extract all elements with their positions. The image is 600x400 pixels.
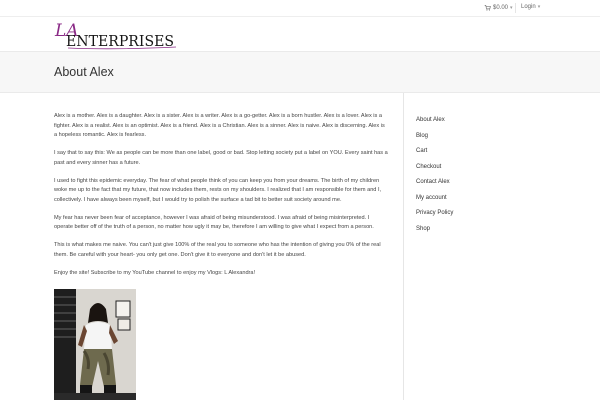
sidebar-item-shop[interactable]: Shop xyxy=(416,225,431,232)
sidebar-item-my-account[interactable]: My account xyxy=(416,194,447,201)
sidebar-item-contact-alex[interactable]: Contact Alex xyxy=(416,179,450,185)
divider xyxy=(515,3,516,13)
site-logo[interactable] xyxy=(54,19,179,51)
login-label: Login xyxy=(521,4,536,10)
sidebar-item-cart[interactable]: Cart xyxy=(416,148,428,154)
paragraph: My fear has never been fear of acceptance, however I was afraid of being misunderstood. I was afraid of being misinterpreted. I operate better off of the truth of a person, no matter how ugly it may be, therefore I am willing to give what I expect from a person. xyxy=(54,214,374,230)
photo-image xyxy=(54,289,136,400)
site-header xyxy=(0,17,600,51)
cart-total: $0.00 xyxy=(493,4,509,11)
chevron-down-icon: ▾ xyxy=(537,4,541,10)
page-title: About Alex xyxy=(54,65,114,79)
sidebar-item-about-alex[interactable]: About Alex xyxy=(416,117,445,123)
logo-initials: LA xyxy=(55,21,79,41)
sidebar-nav xyxy=(416,116,453,240)
sidebar-divider xyxy=(403,93,404,400)
sidebar-item-checkout[interactable]: Checkout xyxy=(416,163,442,170)
main-content xyxy=(54,112,388,287)
sidebar-item-privacy-policy[interactable]: Privacy Policy xyxy=(416,210,454,216)
login-link[interactable] xyxy=(521,4,540,10)
chevron-down-icon: ▾ xyxy=(510,4,513,11)
sidebar-item-blog[interactable]: Blog xyxy=(416,132,429,139)
paragraph: I say that to say this: We as people can be more than one label, good or bad. Stop letting society put a label on YOU. Every saint has a past and every sinner has a future. xyxy=(54,150,388,166)
profile-photo xyxy=(54,289,136,400)
page-title-bar xyxy=(0,51,600,93)
top-bar xyxy=(0,0,600,17)
logo-wordmark: ENTERPRISES xyxy=(66,34,174,50)
paragraph: Enjoy the site! Subscribe to my YouTube channel to enjoy my Vlogs: L Alexandra! xyxy=(54,269,256,276)
cart-icon xyxy=(484,4,491,11)
cart-link[interactable] xyxy=(484,4,513,11)
logo-graphic xyxy=(54,19,179,51)
paragraph: I used to fight this epidemic everyday. The fear of what people think of you can keep you from your dreams. The birth of my children woke me up to the fact that my future, that now includes them, rests on my shoulders. I realized that I am responsible for them and I, collectively. I have always been myself, but I would try to polish the surface a tad bit to better suit society around me. xyxy=(54,177,382,203)
paragraph: Alex is a mother. Alex is a daughter. Alex is a sister. Alex is a writer. Alex is a go-getter. Alex is a born hustler. Alex is a lover. Alex is a fighter. Alex is a realist. Alex is an optimist. Alex is a friend. Alex is a Christian. Alex is a sinner. Alex is naive. Alex is discerning. Alex is a hopeless romantic. Alex is fearless. xyxy=(54,113,385,138)
paragraph: This is what makes me naive. You can't just give 100% of the real you to someone who has the intention of giving you 0% of the real them. Be careful with your heart- you only get one. Don't give it to everyone and don't let it be abused. xyxy=(54,242,381,258)
